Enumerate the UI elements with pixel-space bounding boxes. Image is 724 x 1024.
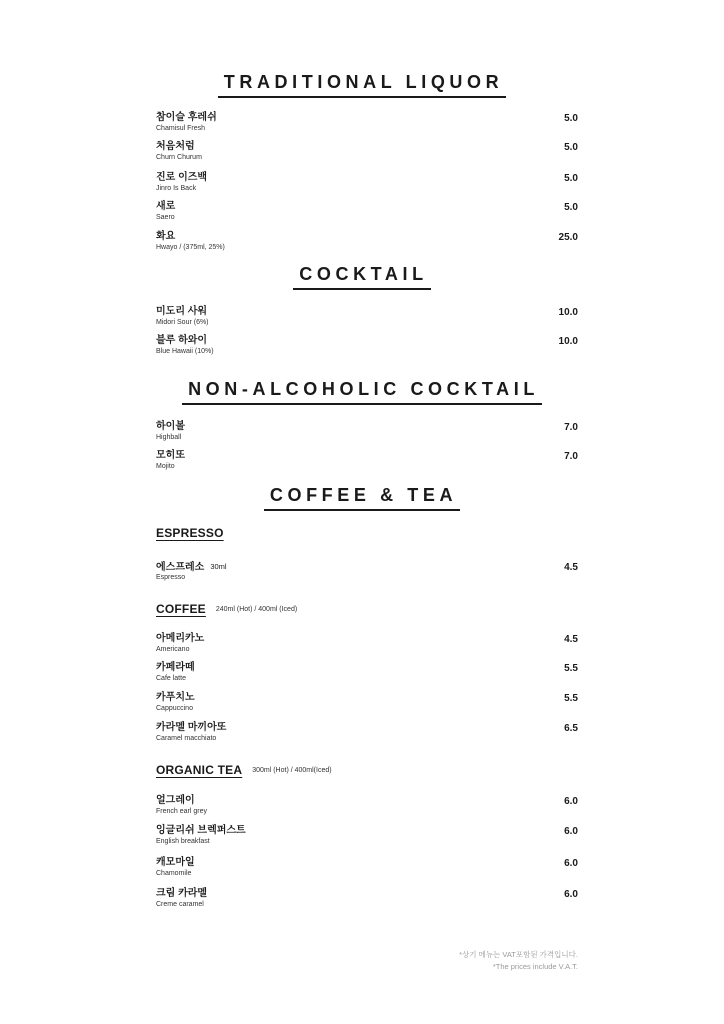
menu-item-churn-churum <box>156 141 578 169</box>
subheading-organic-tea <box>156 761 332 779</box>
item-name-ko: 아메리카노 <box>156 633 205 644</box>
subheading-label: ESPRESSO <box>156 526 224 540</box>
item-name-en: Hwayo / (375ml, 25%) <box>156 244 225 251</box>
item-price: 5.5 <box>564 693 578 704</box>
item-name-ko: 크림 카라멜 <box>156 888 208 899</box>
item-name-ko: 화요 <box>156 231 176 242</box>
item-name-en: Midori Sour (6%) <box>156 319 209 326</box>
item-price: 6.0 <box>564 796 578 807</box>
menu-item-jinro-is-back <box>156 172 578 200</box>
menu-item-cafe-latte <box>156 662 578 690</box>
menu-item-earl-grey <box>156 795 578 823</box>
section-title-traditional-liquor: TRADITIONAL LIQUOR <box>0 72 724 98</box>
menu-item-saero <box>156 201 578 229</box>
vat-footnote-ko: *상기 메뉴는 VAT포함된 가격입니다. <box>459 950 578 959</box>
item-price: 4.5 <box>564 562 578 573</box>
item-name-ko: 얼그레이 <box>156 795 195 806</box>
item-name-ko: 카라멜 마끼아또 <box>156 722 227 733</box>
subheading-espresso <box>156 524 224 542</box>
item-name-ko: 잉글리쉬 브렉퍼스트 <box>156 825 246 836</box>
menu-item-blue-hawaii <box>156 335 578 363</box>
item-name-en: Cafe latte <box>156 675 186 682</box>
item-price: 6.0 <box>564 858 578 869</box>
item-price: 5.0 <box>564 173 578 184</box>
menu-item-americano <box>156 633 578 661</box>
menu-item-espresso <box>156 561 578 589</box>
item-name-en: Blue Hawaii (10%) <box>156 348 214 355</box>
item-name-ko: 모히또 <box>156 450 185 461</box>
item-name-ko: 캐모마일 <box>156 857 195 868</box>
item-name-en: Americano <box>156 646 190 653</box>
item-name-en: Chamisul Fresh <box>156 125 206 132</box>
menu-item-chamisul-fresh <box>156 112 578 140</box>
item-name-en: Jinro Is Back <box>156 185 197 192</box>
menu-item-caramel-macchiato <box>156 722 578 750</box>
menu-item-english-breakfast <box>156 825 578 853</box>
section-title-cocktail: COCKTAIL <box>0 264 724 290</box>
item-price: 7.0 <box>564 451 578 462</box>
item-price: 6.0 <box>564 889 578 900</box>
item-name-ko: 참이슬 후레쉬 <box>156 112 217 123</box>
item-price: 10.0 <box>558 307 578 318</box>
subheading-label: ORGANIC TEA <box>156 763 243 777</box>
vat-footnote-en: *The prices include V.A.T. <box>492 962 578 971</box>
menu-item-cappuccino <box>156 692 578 720</box>
item-price: 6.5 <box>564 723 578 734</box>
item-name-en: Chamomile <box>156 870 192 877</box>
item-name-en: Cappuccino <box>156 705 193 712</box>
item-name-ko: 새로 <box>156 201 176 212</box>
item-name-ko: 에스프레소 30ml <box>156 562 227 573</box>
menu-item-hwayo <box>156 231 578 259</box>
subheading-coffee <box>156 600 297 618</box>
vat-footnote <box>459 949 578 973</box>
item-price: 5.0 <box>564 202 578 213</box>
section-title-coffee-tea: COFFEE & TEA <box>0 485 724 511</box>
menu-item-creme-caramel <box>156 888 578 916</box>
menu-item-mojito <box>156 450 578 478</box>
item-name-en: Highball <box>156 434 182 441</box>
size-note: 300ml (Hot) / 400ml(Iced) <box>252 767 332 774</box>
menu-item-highball <box>156 421 578 449</box>
item-name-en: Creme caramel <box>156 901 204 908</box>
item-volume: 30ml <box>210 562 227 571</box>
size-note: 240ml (Hot) / 400ml (Iced) <box>215 606 298 613</box>
item-name-ko: 처음처럼 <box>156 141 195 152</box>
item-price: 5.0 <box>564 113 578 124</box>
item-price: 4.5 <box>564 634 578 645</box>
item-name-ko: 카푸치노 <box>156 692 195 703</box>
item-name-en: Espresso <box>156 574 186 581</box>
item-name-en: Caramel macchiato <box>156 735 217 742</box>
item-name-ko: 하이볼 <box>156 421 185 432</box>
item-name-en: English breakfast <box>156 838 210 845</box>
item-name-en: Churn Churum <box>156 154 202 161</box>
item-name-en: French earl grey <box>156 808 207 815</box>
item-name-ko: 미도리 사워 <box>156 306 208 317</box>
item-name-en: Mojito <box>156 463 175 470</box>
section-title-non-alcoholic-cocktail: NON-ALCOHOLIC COCKTAIL <box>0 379 724 405</box>
item-name-ko: 블루 하와이 <box>156 335 208 346</box>
menu-item-midori-sour <box>156 306 578 334</box>
item-price: 10.0 <box>558 336 578 347</box>
item-name-en: Saero <box>156 214 175 221</box>
menu-item-chamomile <box>156 857 578 885</box>
item-price: 6.0 <box>564 826 578 837</box>
item-name-ko: 카페라떼 <box>156 662 195 673</box>
item-price: 5.0 <box>564 142 578 153</box>
item-price: 25.0 <box>558 232 578 243</box>
item-price: 7.0 <box>564 422 578 433</box>
item-name-ko: 진로 이즈백 <box>156 172 208 183</box>
item-price: 5.5 <box>564 663 578 674</box>
subheading-label: COFFEE <box>156 602 206 616</box>
